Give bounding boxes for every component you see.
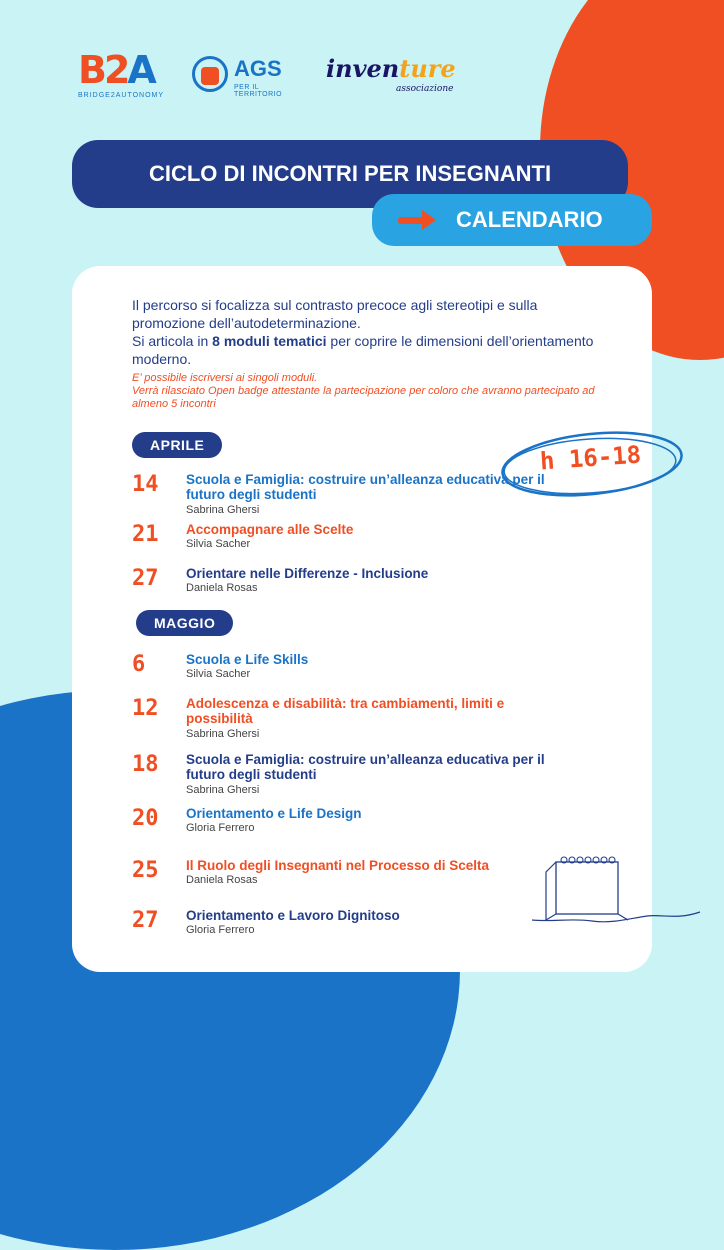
- event-day: 21: [132, 522, 159, 547]
- ags-emblem-icon: [192, 56, 228, 92]
- event-day: 18: [132, 752, 159, 777]
- event-speaker: Daniela Rosas: [186, 874, 258, 886]
- event-speaker: Daniela Rosas: [186, 582, 258, 594]
- month-label-april: APRILE: [132, 432, 222, 458]
- content-card: [72, 266, 652, 972]
- event-title: Scuola e Famiglia: costruire un’alleanza educativa per il futuro degli studenti: [186, 752, 545, 782]
- event-speaker: Gloria Ferrero: [186, 822, 255, 834]
- event-title: Il Ruolo degli Insegnanti nel Processo di Scelta: [186, 858, 490, 873]
- b2a-subtitle: BRIDGE2AUTONOMY: [78, 92, 165, 99]
- event-day: 20: [132, 806, 159, 831]
- event-speaker: Sabrina Ghersi: [186, 728, 260, 740]
- intro-text: Il percorso si focalizza sul contrasto precoce agli stereotipi e sulla promozione dell’autodeterminazione. Si articola in 8 moduli tematici per coprire le dimensioni dell’orientamento moderno.: [132, 297, 594, 367]
- inventure-logo: inventure associazione: [326, 54, 456, 94]
- ags-logo: AGS PER IL TERRITORIO: [192, 56, 302, 102]
- event-day: 27: [132, 566, 159, 591]
- event-title: Scuola e Famiglia: costruire un’alleanza educativa per il futuro degli studenti: [186, 472, 545, 502]
- event-speaker: Silvia Sacher: [186, 668, 251, 680]
- arrow-right-icon: [398, 210, 438, 230]
- event-title: Accompagnare alle Scelte: [186, 522, 354, 537]
- calendar-doodle-icon: [532, 842, 702, 932]
- event-day: 14: [132, 472, 159, 497]
- event-speaker: Silvia Sacher: [186, 538, 251, 550]
- event-title: Orientamento e Life Design: [186, 806, 362, 821]
- calendar-label: CALENDARIO: [456, 207, 603, 232]
- event-speaker: Sabrina Ghersi: [186, 504, 260, 516]
- event-speaker: Gloria Ferrero: [186, 924, 255, 936]
- event-title: Orientare nelle Differenze - Inclusione: [186, 566, 429, 581]
- event-day: 6: [132, 652, 146, 677]
- month-label-may: MAGGIO: [136, 610, 233, 636]
- page-title: CICLO DI INCONTRI PER INSEGNANTI: [72, 140, 628, 208]
- event-speaker: Sabrina Ghersi: [186, 784, 260, 796]
- calendar-banner: [372, 194, 652, 246]
- logo-bar: [78, 50, 498, 110]
- event-day: 27: [132, 908, 159, 933]
- registration-note: E’ possibile iscriversi ai singoli moduli. Verrà rilasciato Open badge attestante la partecipazione per coloro che avranno partecipato ad almeno 5 incontri: [132, 372, 595, 410]
- event-day: 25: [132, 858, 159, 883]
- event-day: 12: [132, 696, 159, 721]
- event-title: Adolescenza e disabilità: tra cambiamenti, limiti e possibilità: [186, 696, 505, 726]
- event-title: Scuola e Life Skills: [186, 652, 309, 667]
- hours-badge: h 16-18: [496, 426, 686, 502]
- bridge2autonomy-logo: B2A BRIDGE2AUTONOMY: [78, 50, 168, 106]
- event-title: Orientamento e Lavoro Dignitoso: [186, 908, 400, 923]
